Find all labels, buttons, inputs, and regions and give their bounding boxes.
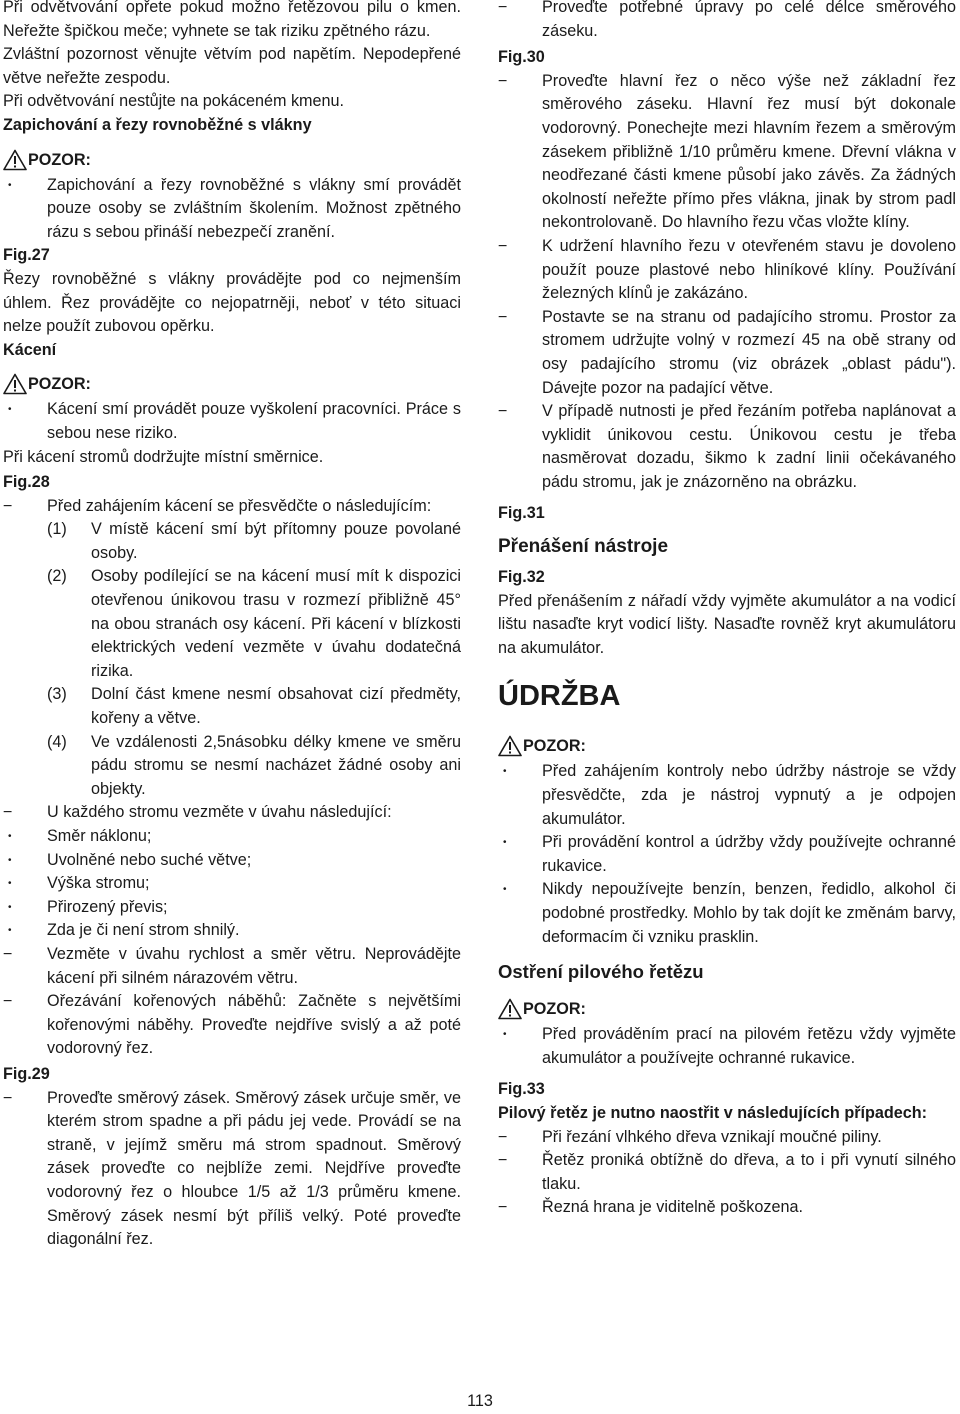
warning-triangle-icon [3,373,27,395]
sub-bullet-item: • Uvolněné nebo suché větve; [3,849,461,873]
sub-bullet-item: • Přirozený převis; [3,896,461,920]
warning-label: POZOR: [28,150,91,169]
figure-reference: Fig.31 [498,504,545,523]
bullet-icon: • [503,837,507,849]
list-item: − Proveďte směrový zásek. Směrový zásek určuje směr, ve kterém strom spadne a při pádu jej vede. Provádí se na straně, v jejímž směru má strom spadnout. Směrový zásek proveďte co nejblíže zemi. Nejdříve proveďte vodorovný řez o hloubce 1/5 až 1/3 průměru kmene. Směrový zásek nesmí být příliš velký. Poté proveďte diagonální řez. [3,1088,461,1249]
warning-label: POZOR: [523,737,586,756]
list-item: − Před zahájením kácení se přesvědčte o následujícím: [3,495,461,519]
dash-marker: − [498,71,508,90]
warning-triangle-icon [498,735,522,757]
list-item: − Řezná hrana je viditelně poškozena. [498,1196,956,1220]
warning-label: POZOR: [28,375,91,394]
warning-heading [498,732,956,760]
warning-triangle-icon [3,149,27,171]
list-item: • Před prováděním prací na pilovém řetězu vždy vyjměte akumulátor a používejte ochranné rukavice. [503,1025,956,1067]
bullet-icon: • [8,831,12,842]
dash-marker: − [498,1127,508,1146]
dash-marker: − [498,236,508,255]
list-item: − Proveďte potřebné úpravy po celé délce směrového záseku. [498,0,956,43]
dash-marker: − [3,496,13,515]
left-column [3,0,461,1252]
warning-triangle-icon [498,998,522,1020]
dash-marker: − [498,402,508,421]
list-item: • Zapichování a řezy rovnoběžné s vlákny smí provádět pouze osoby se zvláštním školením. Možnost zpětného rázu s sebou přináší nebezpečí zranění. [8,175,461,241]
intro-paragraph-3: Při odvětvování nestůjte na pokáceném kmenu. [3,92,345,111]
list-item: − Vezměte v úvahu rychlost a směr větru. Neprovádějte kácení při silném nárazovém větru. [3,944,461,987]
paragraph: Při kácení stromů dodržujte místní směrnice. [3,447,324,466]
list-item: − V případě nutnosti je před řezáním potřeba naplánovat a vyklidit únikovou cestu. Únikovou cestu je třeba nasměrovat dozadu, šikmo k zadní linii očekávaného pádu stromu, jak je znázorněno na obrázku. [498,402,956,491]
dash-marker: − [3,992,13,1011]
section-heading-maintenance: ÚDRŽBA [498,680,621,713]
page-number: 113 [467,1392,493,1410]
bullet-icon: • [8,179,12,191]
bullet-icon: • [503,1029,507,1041]
section-heading-sharpening: Ostření pilového řetězu [498,961,704,983]
numbered-item: (4) Ve vzdálenosti 2,5násobku délky kmene ve směru pádu stromu se nesmí nacházet žádné osoby ani objekty. [47,732,461,798]
sub-bullet-item: • Zda je či není strom shnilý. [3,919,461,943]
warning-heading [3,146,461,174]
dash-marker: − [498,307,508,326]
numbered-item: (1) V místě kácení smí být přítomny pouze povolané osoby. [47,520,461,562]
list-item: • Nikdy nepoužívejte benzín, benzen, ředidlo, alkohol či podobné prostředky. Mohlo by tak dojít ke změnám barvy, deformacím či vzniku prasklin. [503,880,956,946]
warning-heading [3,370,461,398]
figure-reference: Fig.33 [498,1080,545,1099]
paragraph: Před přenášením z nářadí vždy vyjměte akumulátor a na vodicí lištu nasaďte kryt vodicí lišty. Nasaďte rovněž kryt akumulátoru na akumulátor. [498,591,956,657]
paragraph-bold: Pilový řetěz je nutno naostřit v následujících případech: [498,1103,928,1122]
section-heading-carrying: Přenášení nástroje [498,536,669,558]
dash-marker: − [3,944,13,963]
figure-reference: Fig.29 [3,1064,50,1083]
list-item: − Postavte se na stranu od padajícího stromu. Prostor za stromem udržujte volný v rozmezí 45 na obě strany od osy padajícího stromu (viz obrázek „oblast pádu"). Dávejte pozor na padající větve. [498,307,956,397]
bullet-icon: • [8,854,12,866]
right-column [498,0,956,1220]
list-item: − Řetěz proniká obtížně do dřeva, a to i při vynutí silného tlaku. [498,1151,956,1193]
numbered-item: (3) Dolní část kmene nesmí obsahovat cizí předměty, kořeny a větve. [47,685,461,728]
intro-paragraph-2: Zvláštní pozornost věnujte větvím pod napětím. Nepodepřené větve neřežte zespodu. [3,45,461,87]
bullet-icon: • [8,404,12,416]
subheading-parallel-cuts: Zapichování a řezy rovnoběžné s vlákny [3,115,312,134]
list-item: • Před zahájením kontroly nebo údržby nástroje se vždy přesvědčte, zda je nástroj vypnutý a je odpojen akumulátor. [503,762,956,828]
list-item: − Proveďte hlavní řez o něco výše než základní řez směrového záseku. Hlavní řez musí být dokonale vodorovný. Ponechejte mezi hlavním řezem a směrovým zásekem přibližně 1/10 průměru kmene. Dřevní vlákna v neodřezané části kmene působí jako závěs. Za žádných okolností neřežte přímo přes vlákna, jinak by strom padl nekontrolovaně. Do hlavního řezu včas vložte klíny. [498,71,956,232]
dash-marker: − [498,1151,508,1170]
figure-reference: Fig.28 [3,473,50,492]
warning-label: POZOR: [523,1000,586,1019]
figure-reference: Fig.32 [498,568,545,587]
list-item: − U každého stromu vezměte v úvahu následující: [3,801,461,825]
dash-marker: − [498,1198,508,1217]
dash-marker: − [3,1088,13,1107]
sub-bullet-item: • Výška stromu; [3,872,461,896]
list-item: • Kácení smí provádět pouze vyškolení pracovníci. Práce s sebou nese riziko. [8,400,461,442]
subheading-felling: Kácení [3,340,57,359]
dash-marker: − [3,803,13,822]
bullet-icon: • [8,878,12,890]
paragraph: Řezy rovnoběžné s vlákny provádějte pod co nejmenším úhlem. Řez provádějte co nejopatrněji, neboť v této situaci nelze použít zubovou opěrku. [3,269,461,336]
bullet-icon: • [8,901,12,913]
sub-bullet-item: • Směr náklonu; [3,825,461,849]
dash-marker: − [498,0,508,16]
intro-paragraph-1: Při odvětvování opřete pokud možno řetězovou pilu o kmen. Neřežte špičkou meče; vyhnete se tak riziku zpětného rázu. [3,0,461,40]
list-item: − Při řezání vlhkého dřeva vznikají moučné piliny. [498,1126,956,1150]
list-item: − K udržení hlavního řezu v otevřeném stavu je dovoleno použít pouze plastové nebo hliníkové klíny. Používání železných klínů je zakázáno. [498,236,956,303]
bullet-icon: • [503,766,507,778]
list-item: • Při provádění kontrol a údržby vždy používejte ochranné rukavice. [503,833,956,875]
bullet-icon: • [8,925,12,937]
bullet-icon: • [503,884,507,896]
figure-reference: Fig.30 [498,48,545,67]
list-item: − Ořezávání kořenových náběhů: Začněte s největšími kořenovými náběhy. Proveďte nejdříve svislý a až poté vodorovný řez. [3,992,461,1058]
figure-reference: Fig.27 [3,246,50,265]
warning-heading [498,995,956,1023]
numbered-item: (2) Osoby podílející se na kácení musí mít k dispozici otevřenou únikovou trasu v rozmezí přibližně 45° na obou stranách osy kácení. Při kácení v blízkosti elektrických vedení vezměte v úvahu dodatečná rizika. [47,567,461,680]
